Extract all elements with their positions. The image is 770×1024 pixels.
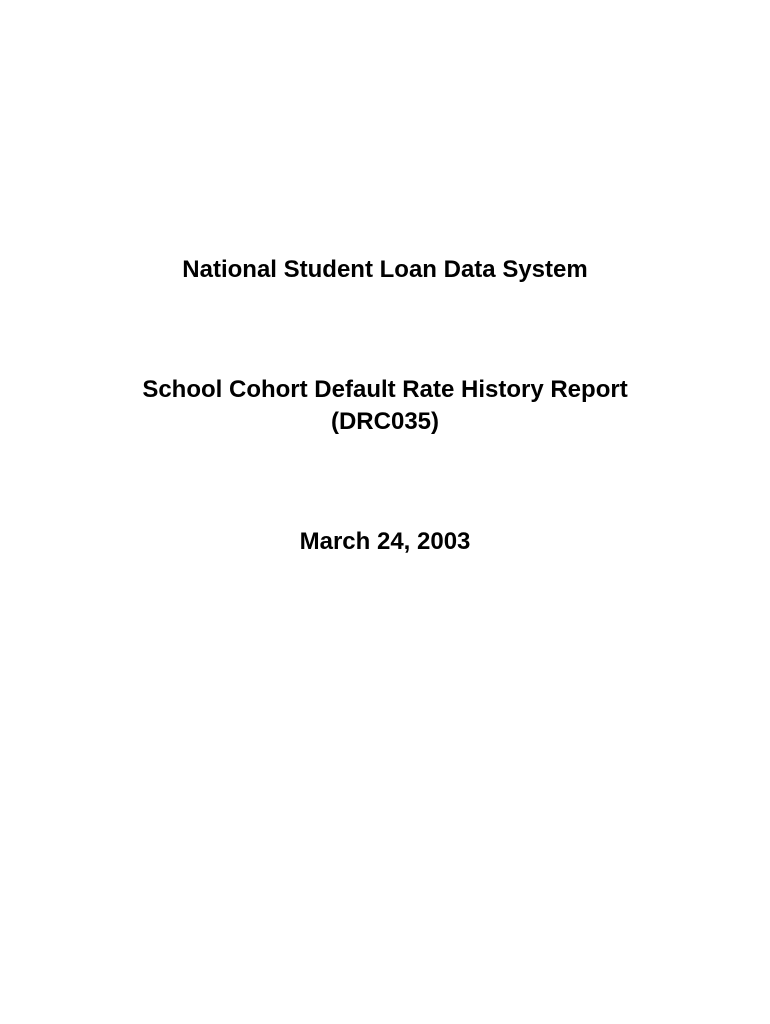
system-title: National Student Loan Data System <box>182 256 588 283</box>
report-title: School Cohort Default Rate History Report <box>142 376 628 403</box>
report-code: (DRC035) <box>330 408 440 435</box>
report-date: March 24, 2003 <box>299 528 471 555</box>
